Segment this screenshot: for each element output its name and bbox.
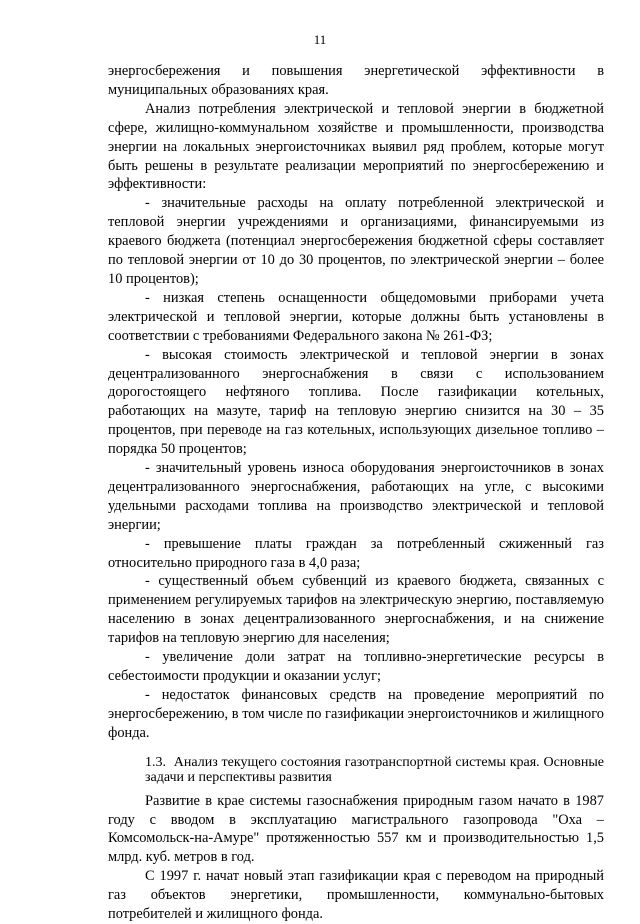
paragraph-continuation: энергосбережения и повышения энергетической эффективности в муниципальных образованиях края. — [108, 63, 604, 98]
section-number: 1.3. — [145, 754, 166, 770]
list-item-fuel-costs: - увеличение доли затрат на топливно-энергетические ресурсы в себестоимости продукции и оказании услуг; — [108, 649, 604, 684]
list-item-funding-shortage: - недостаток финансовых средств на проведение мероприятий по энергосбережению, в том числе по газификации энергоисточников и жилищного фонда. — [108, 686, 604, 741]
paragraph-gasification-stage: С 1997 г. начат новый этап газификации края с переводом на природный газ объектов энергетики, промышленности, коммунально-бытовых потребителей и жилищного фонда. — [108, 868, 604, 923]
list-item-equipment-wear: - значительный уровень износа оборудования энергоисточников в зонах децентрализованного энергоснабжения, работающих на угле, с высокими удельными расходами топлива на производство электрической и тепловой энергии; — [108, 460, 604, 533]
document-body — [108, 62, 604, 924]
paragraph-gas-history: Развитие в крае системы газоснабжения природным газом начато в 1987 году с вводом в эксплуатацию магистрального газопровода "Оха – Комсомольск-на-Амуре" протяженностью 557 км и производительностью 1,5 млрд. куб. метров в год. — [108, 792, 604, 866]
list-item-subventions: - существенный объем субвенций из краевого бюджета, связанных с применением регулируемых тарифов на электрическую энергию, поставляемую населению в зонах децентрализованного энергоснабжения, и на снижение тарифов на тепловую энергию для населения; — [108, 573, 604, 647]
list-item-lpg-price: - превышение платы граждан за потребленный сжиженный газ относительно природного газа в 4,0 раза; — [108, 535, 604, 571]
section-heading — [108, 755, 604, 786]
section-title: Анализ текущего состояния газотранспортной системы края. Основные задачи и перспективы развития — [145, 754, 604, 786]
list-item-high-cost: - высокая стоимость электрической и тепловой энергии в зонах децентрализованного энергоснабжения в связи с использованием дорогостоящего нефтяного топлива. После газификации котельных, работающих на мазуте, тариф на тепловую энергию снизится на 30 – 35 процентов, при переводе на газ котельных, использующих дизельное топливо – порядка 50 процентов; — [108, 346, 604, 458]
list-item-metering: - низкая степень оснащенности общедомовыми приборами учета электрической и тепловой энергии, которые должны быть установлены в соответствии с требованиями Федерального закона № 261-ФЗ; — [108, 289, 604, 344]
list-item-budget-costs: - значительные расходы на оплату потребленной электрической и тепловой энергии учреждениями и организациями, финансируемыми из краевого бюджета (потенциал энергосбережения бюджетной сферы составляет по тепловой энергии от 10 до 30 процентов, по электрической энергии – более 10 процентов); — [108, 195, 604, 287]
page-number: 11 — [313, 32, 327, 47]
paragraph-analysis-intro: Анализ потребления электрической и тепловой энергии в бюджетной сфере, жилищно-коммунальном хозяйстве и промышленности, производства энергии на локальных энергоисточниках выявил ряд проблем, которые могут быть решены в результате реализации мероприятий по энергосбережению и эффективности: — [108, 100, 604, 193]
